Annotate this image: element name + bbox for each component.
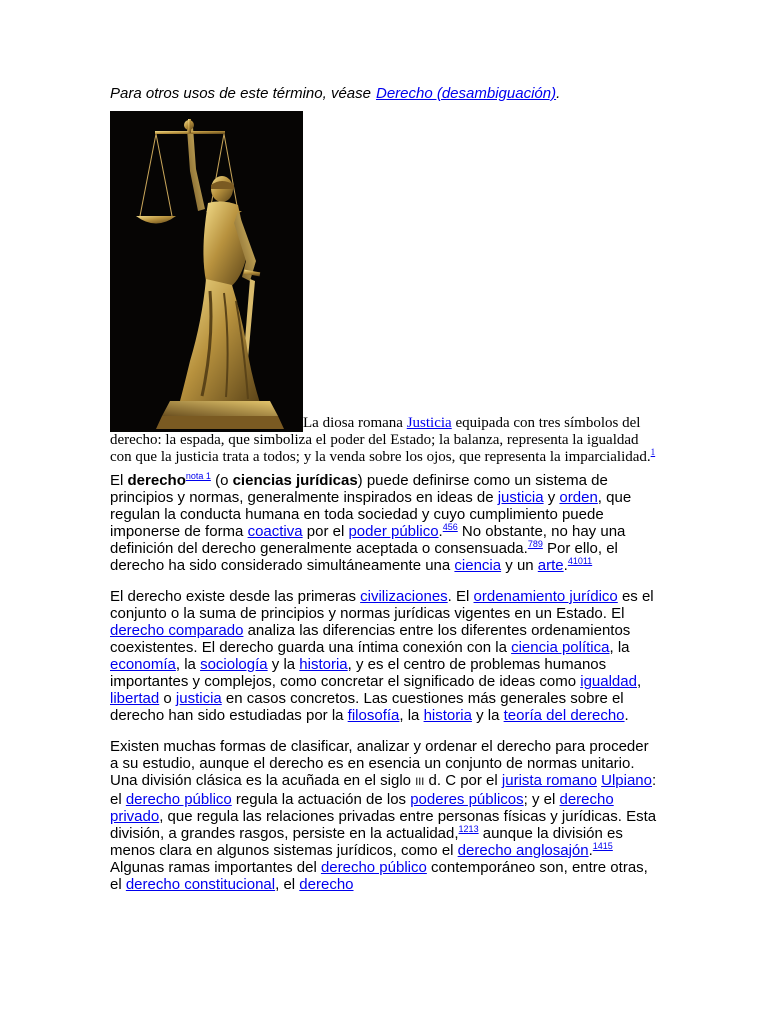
text: y (543, 489, 560, 506)
text: d. C por el (424, 772, 502, 789)
text: ; y el (523, 791, 560, 808)
text: . (563, 557, 568, 574)
link-derecho-privado[interactable]: derecho privado (110, 791, 614, 825)
link-orden[interactable]: orden (559, 489, 598, 506)
hatnote-text: Para otros usos de este término, véase (110, 85, 371, 102)
reference-link[interactable]: 789 (527, 539, 543, 549)
disambiguation-hatnote (110, 84, 658, 104)
link-derecho-publico[interactable]: derecho público (125, 791, 232, 808)
text: El derecho existe desde las primeras (110, 588, 361, 605)
link-historia[interactable]: historia (423, 707, 472, 724)
intro-paragraph (110, 472, 658, 574)
reference-link[interactable]: 41011 (567, 556, 593, 566)
text: El (110, 472, 128, 489)
link-derecho-constitucional[interactable]: derecho constitucional (125, 876, 276, 893)
text: por el (302, 523, 349, 540)
text: , (636, 673, 642, 690)
hatnote-period: . (556, 85, 561, 102)
text: , el (275, 876, 300, 893)
link-teoria-del-derecho[interactable]: teoría del derecho (503, 707, 625, 724)
text: . El (447, 588, 474, 605)
text: y la (267, 656, 300, 673)
text: es el conjunto o la suma de principios y normas jurídicas vigentes en un Estado. El (110, 588, 654, 622)
link-ulpiano[interactable]: Ulpiano (601, 772, 652, 789)
link-civilizaciones[interactable]: civilizaciones (360, 588, 448, 605)
link-derecho[interactable]: derecho (299, 876, 354, 893)
link-jurista-romano[interactable]: jurista romano (501, 772, 597, 789)
text: (o (210, 472, 233, 489)
text: , la (609, 639, 630, 656)
caption-reference[interactable]: 1 (650, 447, 656, 457)
note-reference[interactable]: nota 1 (185, 471, 211, 481)
text: y un (501, 557, 538, 574)
link-sociologia[interactable]: sociología (200, 656, 268, 673)
link-derecho-anglosajon[interactable]: derecho anglosajón (457, 842, 589, 859)
link-ordenamiento-juridico[interactable]: ordenamiento jurídico (473, 588, 618, 605)
link-filosofia[interactable]: filosofía (347, 707, 400, 724)
text: en casos concretos. Las cuestiones más generales sobre el derecho han sido estudiadas por la (110, 690, 624, 724)
text: o (159, 690, 176, 707)
justicia-caption-link[interactable]: Justicia (406, 415, 452, 431)
link-libertad[interactable]: libertad (110, 690, 160, 707)
text: regula la actuación de los (231, 791, 411, 808)
link-igualdad[interactable]: igualdad (580, 673, 637, 690)
text: aunque la división es menos clara en algunos sistemas jurídicos, como el (110, 825, 623, 859)
text: ) puede definirse como un sistema de principios y normas, generalmente inspirados en ideas de (110, 472, 608, 506)
text: : el (110, 772, 657, 808)
figure-caption-rest: equipada con tres símbolos del derecho: la espada, que simboliza el poder del Estado; la balanza, representa la igualdad con que la justicia trata a todos; y la venda sobre los ojos, que representa la imparcialidad. (110, 415, 651, 465)
link-coactiva[interactable]: coactiva (247, 523, 303, 540)
text: , la (399, 707, 424, 724)
text: . (438, 523, 443, 540)
article-content (110, 84, 658, 893)
figure-with-caption (110, 111, 658, 466)
link-derecho-comparado[interactable]: derecho comparado (110, 622, 244, 639)
text: Por ello, el derecho ha sido considerado simultáneamente una (110, 540, 618, 574)
text: . (624, 707, 629, 724)
third-paragraph (110, 738, 658, 893)
link-historia[interactable]: historia (299, 656, 348, 673)
term-derecho: derecho (127, 472, 186, 489)
link-justicia[interactable]: justicia (497, 489, 544, 506)
text: Existen muchas formas de clasificar, analizar y ordenar el derecho para proceder a su estudio, aunque el derecho es en esencia un conjunto de normas unitario. Una división clásica es la acuñada en el siglo (110, 738, 649, 789)
text: , que regula las relaciones privadas entre personas físicas y jurídicas. Esta división, a grandes rasgos, persiste en la actualidad, (110, 808, 657, 842)
term-ciencias-juridicas: ciencias jurídicas (232, 472, 358, 489)
reference-link[interactable]: 456 (442, 522, 458, 532)
link-economia[interactable]: economía (110, 656, 176, 673)
century-numeral: III (415, 776, 425, 788)
text: . (588, 842, 593, 859)
link-ciencia[interactable]: ciencia (454, 557, 502, 574)
link-poder-publico[interactable]: poder público (348, 523, 439, 540)
text: y la (471, 707, 504, 724)
link-poderes-publicos[interactable]: poderes públicos (410, 791, 524, 808)
reference-link[interactable]: 1415 (592, 841, 613, 851)
link-ciencia-politica[interactable]: ciencia política (511, 639, 610, 656)
link-justicia[interactable]: justicia (175, 690, 222, 707)
text: contemporáneo son, entre otras, el (110, 859, 648, 893)
text: analiza las diferencias entre los diferentes ordenamientos coexistentes. El derecho guarda una íntima conexión con la (110, 622, 631, 656)
second-paragraph (110, 588, 658, 724)
text: , y es el centro de problemas humanos importantes y complejos, como concretar el significado de ideas como (110, 656, 607, 690)
figure-caption-text: La diosa romana (303, 415, 407, 431)
text: No obstante, no hay una definición del derecho generalmente aceptada o consensuada. (110, 523, 626, 557)
lady-justice-statue-icon[interactable] (110, 111, 303, 432)
text: Algunas ramas importantes del (110, 859, 321, 876)
link-arte[interactable]: arte (537, 557, 564, 574)
link-derecho-publico[interactable]: derecho público (320, 859, 427, 876)
reference-link[interactable]: 1213 (458, 824, 479, 834)
text: , que regulan la conducta humana en toda sociedad y cuyo cumplimiento puede imponerse de forma (110, 489, 632, 540)
text: , la (175, 656, 201, 673)
disambiguation-link[interactable]: Derecho (desambiguación) (375, 85, 557, 102)
